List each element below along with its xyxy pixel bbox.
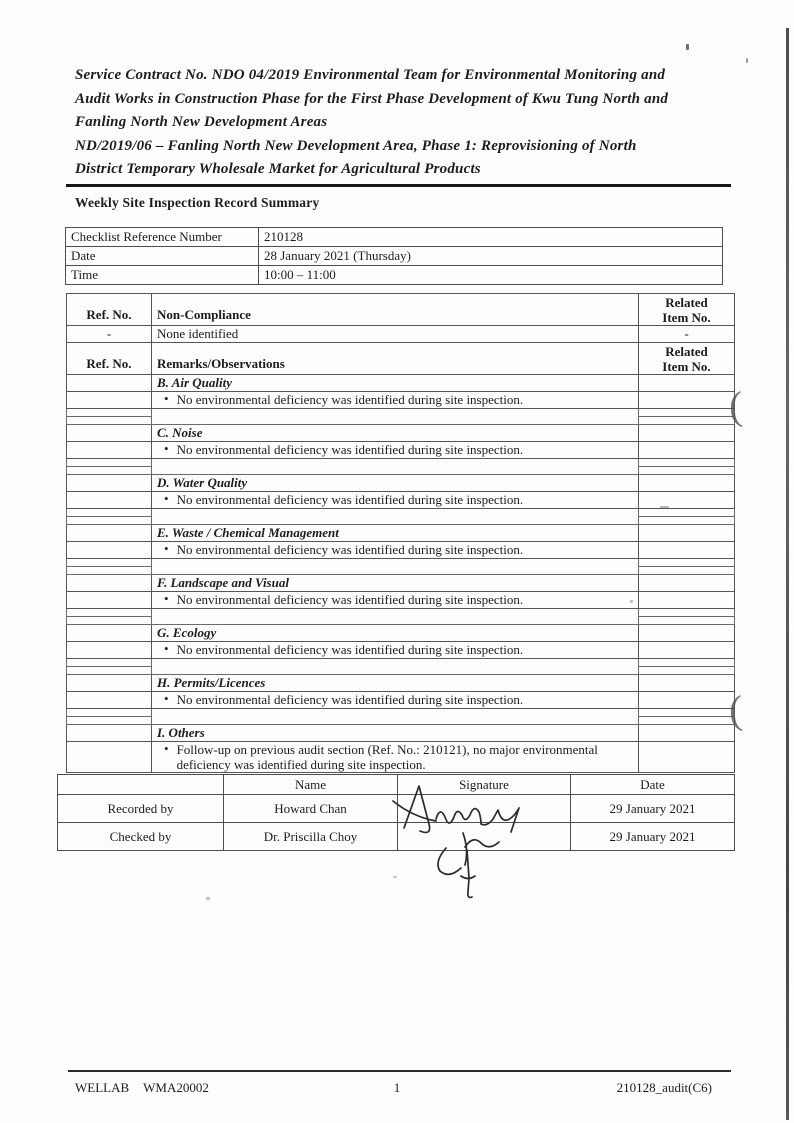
footer-doc-ref: 210128_audit(C6) <box>616 1080 712 1095</box>
bullet-text: Follow-up on previous audit section (Ref. No.: 210121), no major environmental deficiency was identified during site inspection. <box>176 742 598 772</box>
info-label: Checklist Reference Number <box>66 228 259 247</box>
footer-org: WELLAB <box>75 1080 130 1095</box>
header-divider-rule <box>66 184 731 187</box>
name-value: Dr. Priscilla Choy <box>224 823 398 851</box>
name-column-header: Name <box>224 775 398 795</box>
noncompliance-header-row <box>67 294 735 326</box>
scan-speck <box>660 506 669 508</box>
info-label: Time <box>66 266 259 285</box>
info-value: 28 January 2021 (Thursday) <box>259 247 723 266</box>
related-header-line: Item No. <box>662 358 711 374</box>
checked-by-row <box>58 823 735 851</box>
inspection-table <box>66 293 735 773</box>
related-item-header <box>639 294 735 326</box>
section-bullet-row <box>67 742 735 773</box>
noncompliance-header: Non-Compliance <box>152 294 639 326</box>
spacer-row <box>67 659 735 667</box>
date-value: 29 January 2021 <box>571 823 735 851</box>
related-item-value: - <box>639 326 735 343</box>
section-bullet-row <box>67 442 735 459</box>
section-heading-row <box>67 575 735 592</box>
section-bullet-row <box>67 542 735 559</box>
noncompliance-value: None identified <box>152 326 639 343</box>
name-value: Howard Chan <box>224 795 398 823</box>
ref-no-header: Ref. No. <box>67 294 152 326</box>
section-heading: E. Waste / Chemical Management <box>152 525 639 542</box>
bullet-icon: • <box>164 691 169 706</box>
section-heading-row <box>67 675 735 692</box>
related-header-line: Related <box>665 294 708 310</box>
info-label: Date <box>66 247 259 266</box>
related-item-header <box>639 343 735 375</box>
signature-cell <box>398 795 571 823</box>
bullet-icon: • <box>164 441 169 456</box>
recorded-by-row <box>58 795 735 823</box>
scan-speck <box>746 58 748 63</box>
info-value: 10:00 – 11:00 <box>259 266 723 285</box>
empty-header-cell <box>58 775 224 795</box>
pen-mark-paren: ( <box>727 382 744 429</box>
document-title-block <box>75 64 735 182</box>
section-bullet-row <box>67 492 735 509</box>
bullet-icon: • <box>164 541 169 556</box>
bullet-text: No environmental deficiency was identified during site inspection. <box>176 442 524 457</box>
footer-org-code <box>75 1080 209 1096</box>
section-heading-row <box>67 375 735 392</box>
title-line: ND/2019/06 – Fanling North New Development Area, Phase 1: Reprovisioning of North <box>75 137 637 154</box>
ref-no-value: - <box>67 326 152 343</box>
bullet-text: No environmental deficiency was identified during site inspection. <box>176 692 524 707</box>
scan-speck <box>686 44 689 50</box>
spacer-row <box>67 459 735 467</box>
section-heading: C. Noise <box>152 425 639 442</box>
bullet-icon: • <box>164 491 169 506</box>
bullet-text: No environmental deficiency was identified during site inspection. <box>176 592 524 607</box>
role-label: Recorded by <box>58 795 224 823</box>
role-label: Checked by <box>58 823 224 851</box>
bullet-icon: • <box>164 391 169 406</box>
scan-speck <box>630 600 633 603</box>
title-line: District Temporary Wholesale Market for Agricultural Products <box>75 161 481 178</box>
footer-rule <box>68 1070 731 1072</box>
related-header-line: Related <box>665 343 708 359</box>
table-row <box>66 228 723 247</box>
bullet-text: No environmental deficiency was identified during site inspection. <box>176 642 524 657</box>
section-heading-row <box>67 525 735 542</box>
section-heading-row <box>67 475 735 492</box>
remarks-header: Remarks/Observations <box>152 343 639 375</box>
title-line: Audit Works in Construction Phase for the First Phase Development of Kwu Tung North and <box>75 90 669 107</box>
section-bullet-row <box>67 692 735 709</box>
section-heading: I. Others <box>152 725 639 742</box>
page-number: 1 <box>393 1080 401 1095</box>
table-row <box>66 266 723 285</box>
section-bullet-row <box>67 592 735 609</box>
scan-speck <box>393 876 397 878</box>
section-heading-row <box>67 625 735 642</box>
bullet-icon: • <box>164 741 169 756</box>
signoff-header-row <box>58 775 735 795</box>
section-bullet-row <box>67 642 735 659</box>
related-header-line: Item No. <box>662 309 711 325</box>
section-heading: H. Permits/Licences <box>152 675 639 692</box>
footer <box>0 1080 794 1100</box>
bullet-text: No environmental deficiency was identified during site inspection. <box>176 542 524 557</box>
checklist-info-table <box>65 227 723 285</box>
spacer-row <box>67 709 735 717</box>
section-bullet-row <box>67 392 735 409</box>
section-heading-row <box>67 425 735 442</box>
spacer-row <box>67 409 735 417</box>
bullet-text: No environmental deficiency was identified during site inspection. <box>176 392 524 407</box>
bullet-icon: • <box>164 641 169 656</box>
info-value: 210128 <box>259 228 723 247</box>
section-heading: B. Air Quality <box>152 375 639 392</box>
scan-speck <box>206 897 210 900</box>
signoff-table <box>57 774 735 851</box>
bullet-text: No environmental deficiency was identified during site inspection. <box>176 492 524 507</box>
signature-column-header: Signature <box>398 775 571 795</box>
spacer-row <box>67 609 735 617</box>
section-heading-row <box>67 725 735 742</box>
spacer-row <box>67 509 735 517</box>
table-row <box>66 247 723 266</box>
date-column-header: Date <box>571 775 735 795</box>
signature-cell <box>398 823 571 851</box>
footer-code: WMA20002 <box>143 1080 209 1095</box>
scan-edge-line <box>786 28 789 1120</box>
date-value: 29 January 2021 <box>571 795 735 823</box>
page-title: Weekly Site Inspection Record Summary <box>75 195 320 210</box>
section-heading: D. Water Quality <box>152 475 639 492</box>
ref-no-header: Ref. No. <box>67 343 152 375</box>
title-line: Fanling North New Development Areas <box>75 114 328 131</box>
pen-mark-paren: ( <box>727 686 744 733</box>
spacer-row <box>67 559 735 567</box>
section-heading: G. Ecology <box>152 625 639 642</box>
noncompliance-row <box>67 326 735 343</box>
section-heading: F. Landscape and Visual <box>152 575 639 592</box>
title-line: Service Contract No. NDO 04/2019 Environmental Team for Environmental Monitoring and <box>75 67 666 83</box>
remarks-header-row <box>67 343 735 375</box>
bullet-icon: • <box>164 591 169 606</box>
